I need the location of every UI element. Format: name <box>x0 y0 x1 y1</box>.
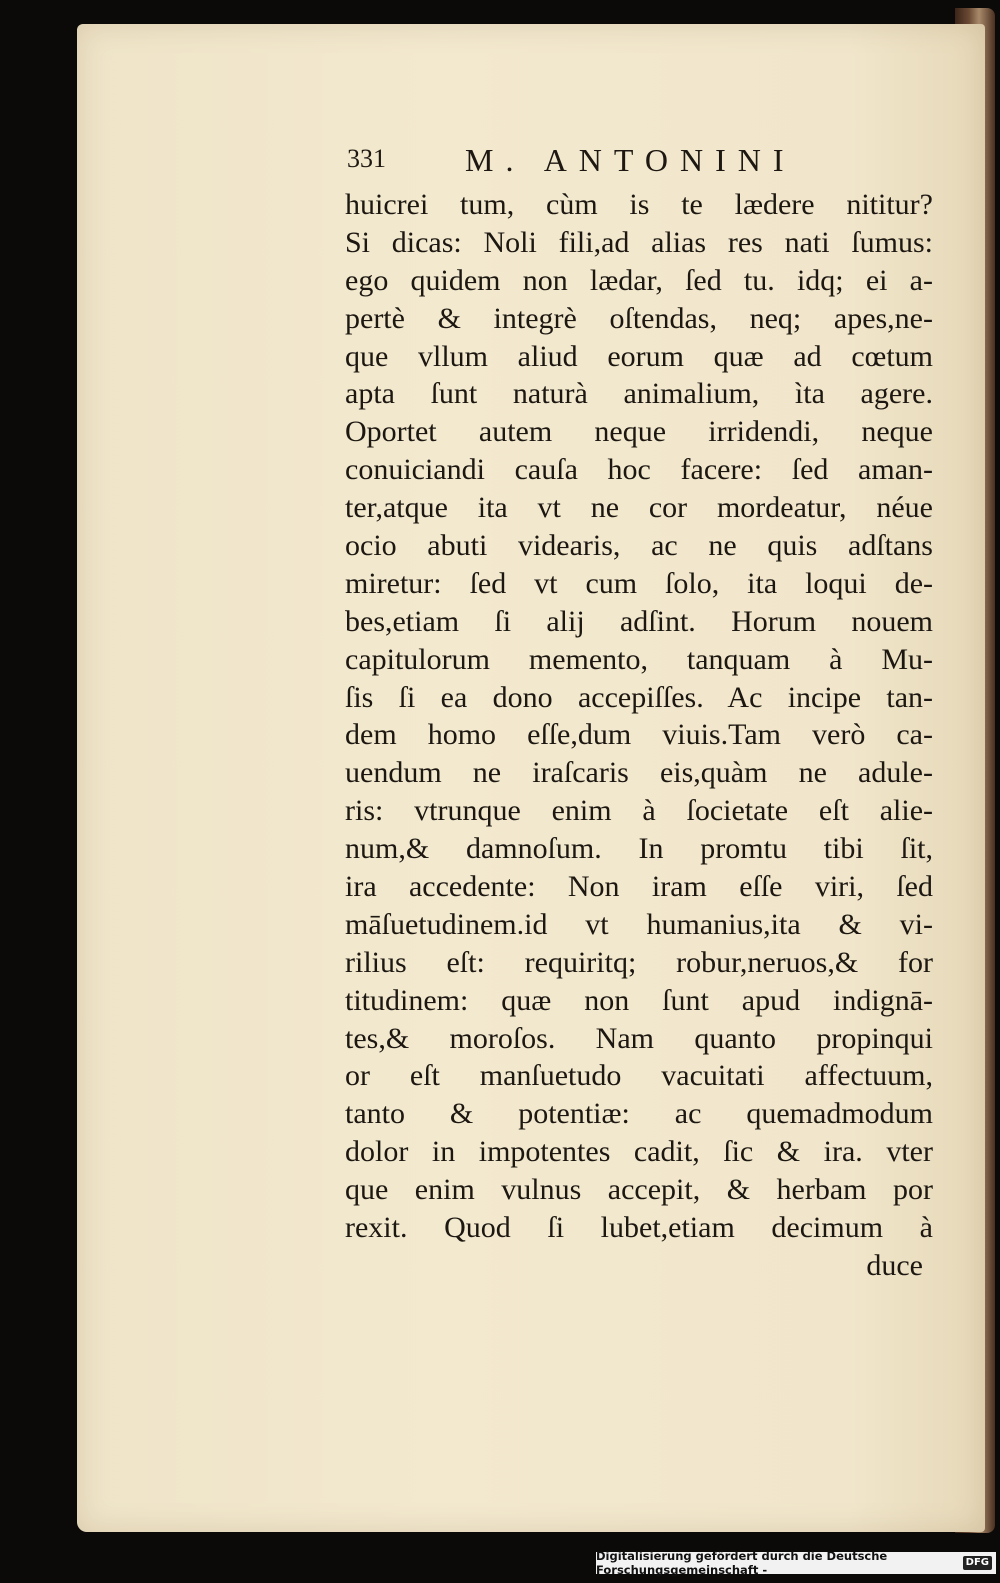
text-line: capitulorum memento, tanquam à Mu- <box>345 642 933 676</box>
dfg-logo: DFG <box>963 1556 992 1570</box>
text-line: miretur: ſed vt cum ſolo, ita loqui de- <box>345 566 933 600</box>
text-line: ocio abuti videaris, ac ne quis adſtans <box>345 529 933 563</box>
credit-text: Digitalisierung gefördert durch die Deutsche Forschungsgemeinschaft - <box>596 1549 888 1577</box>
page-number: 331 <box>347 144 386 173</box>
body-text <box>345 186 933 1285</box>
text-line: que vllum aliud eorum quæ ad cœtum <box>345 339 933 373</box>
text-line: pertè & integrè oſtendas, neq; apes,ne- <box>345 301 933 335</box>
text-line: or eſt manſuetudo vacuitati affectuum, <box>345 1059 933 1093</box>
text-line: ira accedente: Non iram eſſe viri, ſed <box>345 870 933 904</box>
catchword: duce <box>866 1248 923 1282</box>
text-line: Si dicas: Noli fili,ad alias res nati ſumus: <box>345 225 933 259</box>
text-line: conuiciandi cauſa hoc facere: ſed aman- <box>345 453 933 487</box>
text-line: dolor in impotentes cadit, ſic & ira. vter <box>345 1135 933 1169</box>
text-line: Oportet autem neque irridendi, neque <box>345 415 933 449</box>
text-line: ris: vtrunque enim à ſocietate eſt alie- <box>345 794 933 828</box>
text-line: bes,etiam ſi alij adſint. Horum nouem <box>345 604 933 638</box>
text-line: ego quidem non lædar, ſed tu. idq; ei a- <box>345 263 933 297</box>
text-line: māſuetudinem.id vt humanius,ita & vi- <box>345 907 933 941</box>
text-line: uendum ne iraſcaris eis,quàm ne adule- <box>345 756 933 790</box>
text-line: ter,atque ita vt ne cor mordeatur, néue <box>345 491 933 525</box>
text-line: num,& damnoſum. In promtu tibi ſit, <box>345 832 933 866</box>
page-header <box>347 142 932 182</box>
text-line: titudinem: quæ non ſunt apud indignā- <box>345 983 933 1017</box>
running-head: M. ANTONINI <box>465 142 796 178</box>
digitization-credit <box>596 1549 996 1577</box>
text-line: ſis ſi ea dono accepiſſes. Ac incipe tan- <box>345 680 933 714</box>
text-line: apta ſunt naturà animalium, ìta agere. <box>345 377 933 411</box>
text-line: huicrei tum, cùm is te lædere nititur? <box>345 188 933 221</box>
text-line: rexit. Quod ſi lubet,etiam decimum à <box>345 1211 933 1245</box>
text-line: rilius eſt: requiritq; robur,neruos,& for <box>345 945 933 979</box>
text-line: que enim vulnus accepit, & herbam por <box>345 1173 933 1207</box>
text-line: tes,& moroſos. Nam quanto propinqui <box>345 1021 933 1055</box>
text-line: dem homo eſſe,dum viuis.Tam verò ca- <box>345 718 933 752</box>
text-line: tanto & potentiæ: ac quemadmodum <box>345 1097 933 1131</box>
